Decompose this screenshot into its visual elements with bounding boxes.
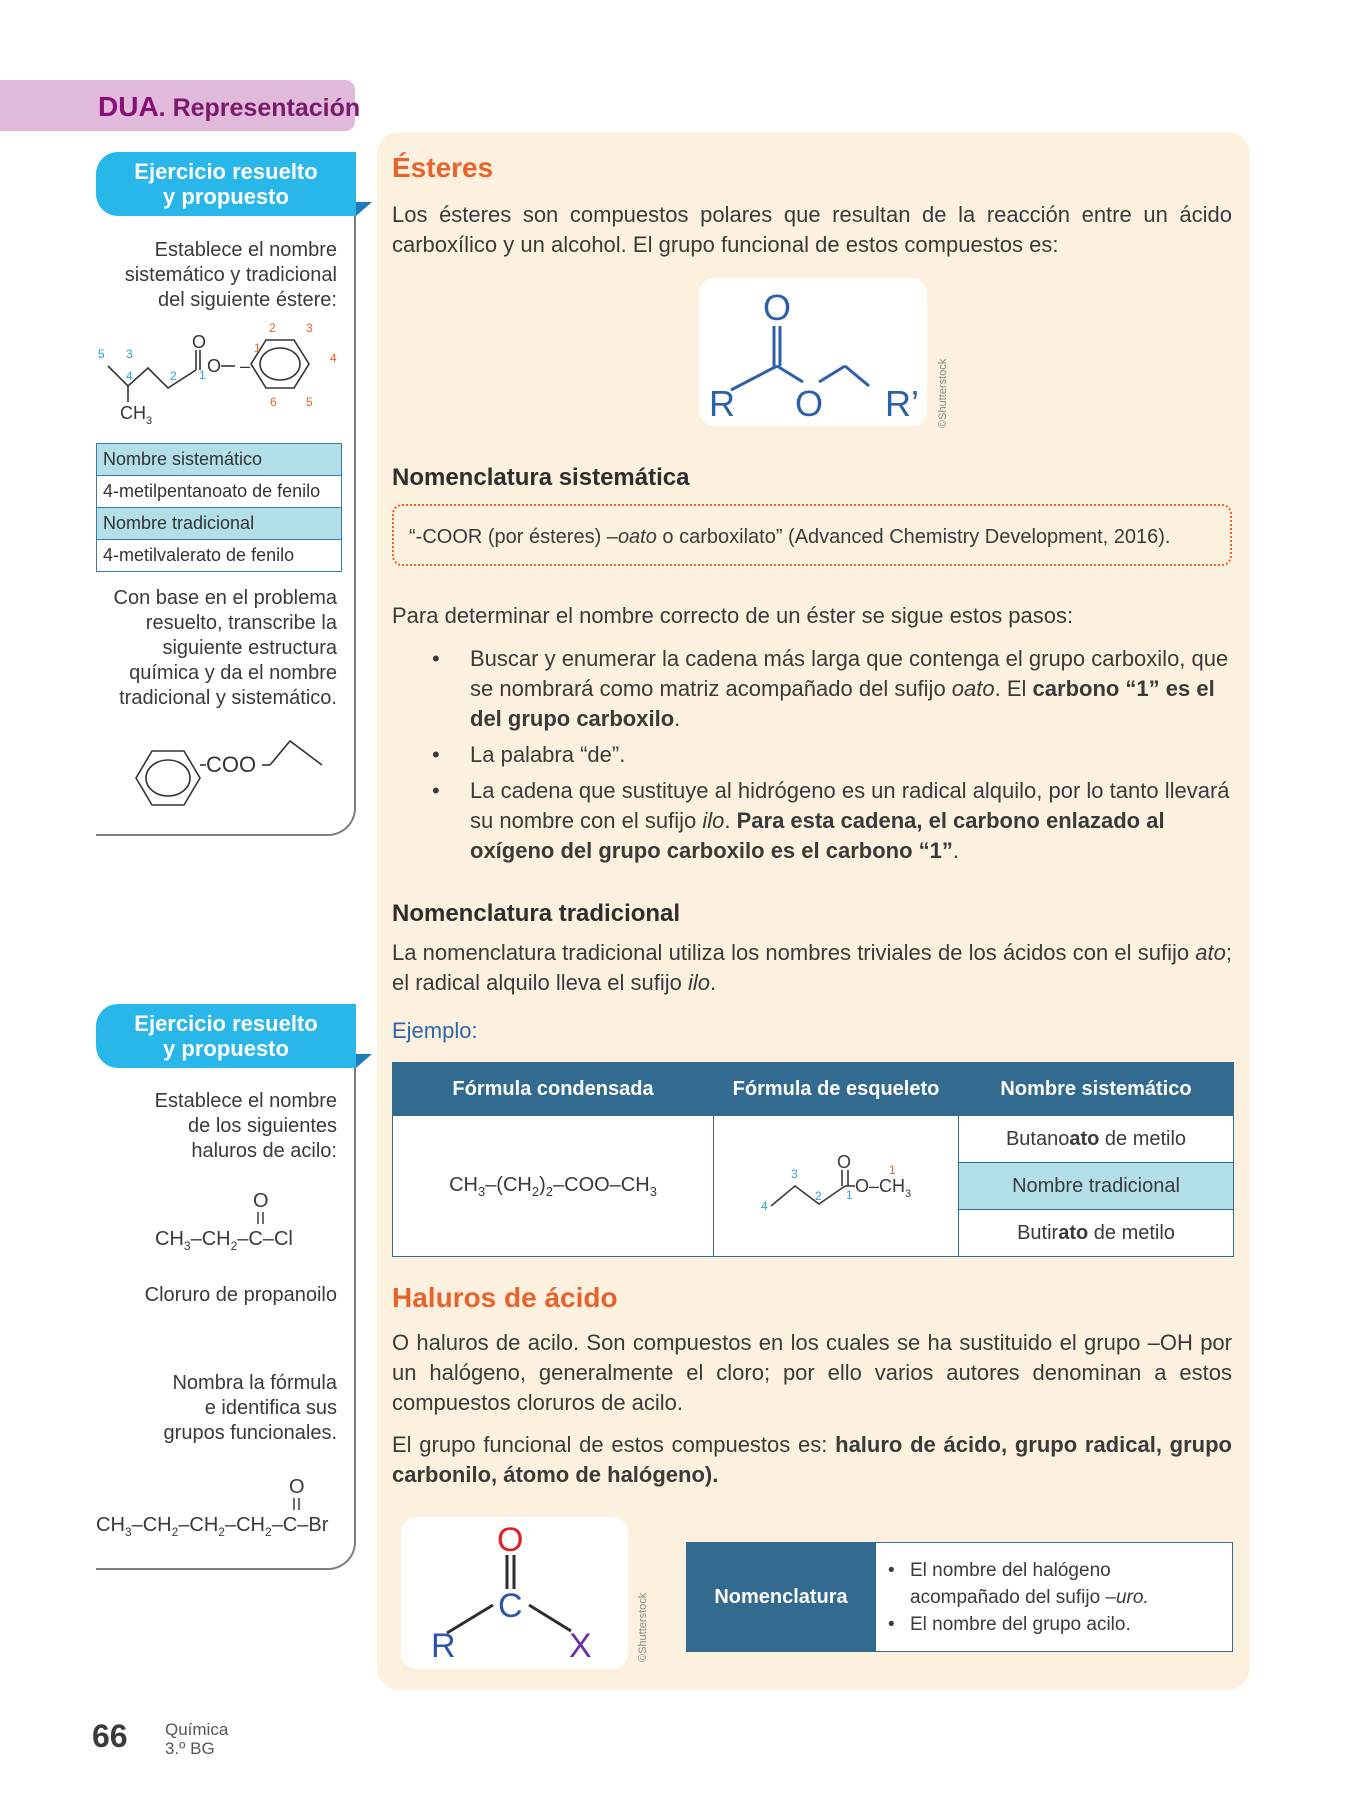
prompt-line: de los siguientes [188,1115,337,1137]
nomenclatura-header: Nomenclatura [687,1543,876,1652]
banner-notch [356,1054,372,1068]
haluros-title: Haluros de ácido [392,1282,618,1313]
answer-header: Nombre sistemático [97,444,342,476]
ejemplo-label: Ejemplo: [392,1018,478,1043]
nomenclatura-rules [876,1543,1233,1652]
footer-subject [165,1720,228,1758]
image-credit: ©Shutterstock [637,1592,649,1662]
acyl-halide-diagram [401,1517,628,1669]
carbon-chain [108,366,196,388]
svg-text:4: 4 [761,1199,768,1213]
methyl-butanoate-skeletal [751,1148,921,1218]
prompt-line: Establece el nombre [154,239,337,261]
ester-functional-group-diagram [699,278,927,426]
svg-text:X: X [569,1627,592,1665]
task-line: química y da el nombre [129,662,337,684]
step-item: • La cadena que sustituye al hidrógeno es un radical alquilo, por lo tanto llevará su nombre con el sufijo ilo. Para esta cadena, el carbono enlazado al oxígeno del grupo carboxilo es el carbono “1”. [432,778,1230,863]
phenyl-ester-formula [130,735,330,825]
column-header: Nombre sistemático [959,1063,1234,1116]
exercise-1-prompt [90,238,337,313]
esteres-intro: Los ésteres son compuestos polares que resultan de la reacción entre un ácido carboxílico y un alcohol. El grupo funcional de estos compuestos es: [392,202,1232,257]
step-item: • La palabra “de”. [432,742,626,767]
step-item: • Buscar y enumerar la cadena más larga que contenga el grupo carboxilo, que se nombrará como matriz acompañado del sufijo oato. El carbono “1” es el del grupo carboxilo. [432,646,1229,731]
exercise-1-task [80,586,337,711]
svg-text:O: O [763,287,792,328]
svg-text:R: R [709,383,735,424]
exercise-banner-1 [96,152,356,216]
svg-text:5: 5 [306,395,313,409]
sistematica-title: Nomenclatura sistemática [392,464,690,491]
answer-header: Nombre tradicional [97,508,342,540]
svg-text:2: 2 [170,369,177,383]
skeletal-formula-cell [714,1116,959,1257]
svg-text:1: 1 [199,368,206,382]
exercise-1-answer-table [96,443,342,572]
ester-skeletal-structure [96,318,346,428]
banner-line: y propuesto [163,184,289,209]
svg-text:–: – [240,356,251,376]
svg-text:O: O [207,356,222,376]
citation-text: “-COOR (por ésteres) – [409,526,618,548]
ester-functional-group-card [699,278,927,426]
condensed-formula-cell: $CH_3-(CH_2)_2-COO-CH_3$ [393,1116,714,1257]
citation-suffix: oato [617,526,657,548]
task-line: siguiente estructura [162,637,337,659]
task-line: e identifica sus [204,1397,337,1419]
svg-text:O–CH3: $O-CH_3$ [855,1176,912,1200]
tradicional-text: La nomenclatura tradicional utiliza los nombres triviales de los ácidos con el sufijo ato; el radical alquilo lleva el sufijo ilo. [392,940,1232,995]
svg-text:5: 5 [98,347,105,361]
rule-item: • El nombre del halógeno acompañado del sufijo –uro. [888,1559,1149,1608]
example-table [392,1062,1234,1257]
svg-text:4: 4 [126,369,133,383]
answer-value: 4-metilvalerato de fenilo [97,540,342,572]
banner-line: Ejercicio resuelto [134,1011,318,1036]
svg-text:R: R [431,1627,456,1665]
svg-text:O: O [837,1152,852,1172]
task-line: grupos funcionales. [163,1422,337,1444]
svg-text:2: 2 [269,321,276,335]
steps-intro: Para determinar el nombre correcto de un éster se sigue estos pasos: [392,603,1074,628]
task-line: resuelto, transcribe la [145,612,337,634]
tradicional-title: Nomenclatura tradicional [392,900,681,927]
task-line: Nombra la fórmula [172,1372,337,1394]
svg-text:1: 1 [254,341,261,355]
dua-label: DUA [98,91,159,122]
task-line: tradicional y sistemático. [119,687,337,709]
column-header: Fórmula de esqueleto [714,1063,959,1116]
svg-text:R’: R’ [885,383,919,424]
prompt-line: Establece el nombre [154,1090,337,1112]
acyl-halide-card [401,1517,628,1669]
exercise-banner-2 [96,1004,356,1068]
svg-text:6: 6 [270,395,277,409]
banner-line: y propuesto [163,1036,289,1061]
svg-text:3: 3 [306,321,313,335]
prompt-line: sistemático y tradicional [124,264,337,286]
svg-text:O: O [497,1521,524,1559]
grade-label: 3.º BG [165,1739,215,1758]
image-credit: ©Shutterstock [937,358,949,428]
svg-text:1: 1 [846,1188,853,1202]
svg-text:3: 3 [146,415,153,427]
answer-value: 4-metilpentanoato de fenilo [97,476,342,508]
svg-text:O: O [253,1190,269,1212]
nomenclatura-table [686,1542,1233,1652]
banner-line: Ejercicio resuelto [134,159,318,184]
esteres-title: Ésteres [392,152,494,183]
svg-text:C: C [498,1587,523,1625]
svg-text:3: 3 [126,347,133,361]
svg-text:O: O [289,1476,305,1498]
svg-text:CH3–CH2–C–Cl: $CH_3-CH_2-C-Cl$ [155,1228,293,1252]
traditional-name-header: Nombre tradicional [959,1163,1234,1210]
prompt-line: haluros de acilo: [191,1140,337,1162]
rule-item: • El nombre del grupo acilo. [888,1613,1131,1635]
svg-text:1: 1 [889,1163,896,1177]
traditional-name-cell: Butirato de metilo [959,1210,1234,1257]
svg-text:2: 2 [815,1189,822,1203]
haluros-functional-group: El grupo funcional de estos compuestos es: haluro de ácido, grupo radical, grupo carbonilo, átomo de halógeno). [392,1432,1232,1487]
systematic-name-cell: Butanoato de metilo [959,1116,1234,1163]
dua-tab [0,80,361,131]
page-number: 66 [92,1718,128,1754]
steps-list [392,644,1232,872]
haluros-intro: O haluros de acilo. Son compuestos en los cuales se ha sustituido el grupo –OH por un halógeno, generalmente el cloro; por ello varios autores denominan a estos compuestos cloruros de acilo. [392,1330,1232,1415]
task-line: Con base en el problema [113,587,337,609]
prompt-line: del siguiente éstere: [157,289,337,311]
svg-text:4: 4 [330,351,337,365]
dua-subtitle: . Representación [158,94,361,122]
exercise-2-task [90,1371,337,1446]
svg-text:3: 3 [791,1167,798,1181]
pentanoyl-bromide-formula [92,1474,342,1538]
svg-text:CH3–CH2–CH2–CH2–C–Br: $CH_3-CH_2-CH_2-CH_2-C-Br$ [96,1514,329,1538]
exercise-2-answer: Cloruro de propanoilo [144,1284,337,1306]
coo-label: COO [206,752,257,777]
subject-label: Química [165,1720,229,1739]
exercise-2-prompt [90,1089,337,1164]
banner-notch [356,202,372,216]
citation-box [392,504,1232,566]
column-header: Fórmula condensada [393,1063,714,1116]
propanoyl-chloride-formula [150,1188,310,1252]
svg-text:O: O [192,332,207,352]
svg-text:CH: CH [120,403,146,423]
svg-text:O: O [795,383,824,424]
citation-text: o carboxilato” (Advanced Chemistry Development, 2016). [656,526,1171,548]
